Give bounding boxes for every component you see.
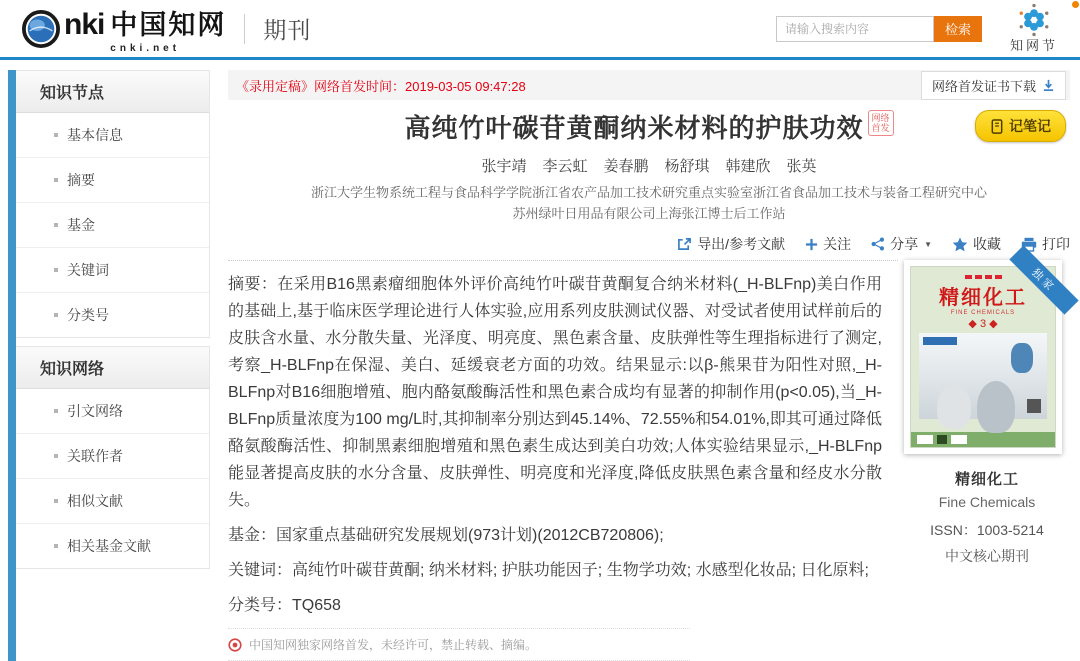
keywords-links[interactable]: 高纯竹叶碳苷黄酮; 纳米材料; 护肤功能因子; 生物学功效; 水感型化妆品; 日化原料;	[292, 562, 869, 579]
cover-title: 精细化工	[939, 285, 1027, 309]
share-button[interactable]	[871, 234, 932, 254]
exclusive-ribbon-label: 独家	[1009, 245, 1078, 314]
sidebar-item-label: 关键词	[67, 262, 109, 278]
sidebar-item-citation-network[interactable]	[16, 389, 209, 434]
export-reference-button[interactable]	[677, 234, 785, 254]
abstract-label: 摘要：	[228, 276, 278, 293]
sidebar-item-abstract[interactable]	[16, 158, 209, 203]
sidebar-section-knowledge-node	[16, 70, 210, 338]
bullet-icon	[54, 268, 58, 272]
sidebar-item-fund[interactable]	[16, 203, 209, 248]
sidebar-item-clc[interactable]	[16, 293, 209, 337]
bullet-icon	[54, 223, 58, 227]
affiliation-line1[interactable]: 浙江大学生物系统工程与食品科学学院浙江省农产品加工技术研究重点实验室浙江省食品加工技术与装备工程研究中心	[310, 185, 987, 200]
logo-chinese: 中国知网	[110, 10, 227, 41]
bullet-icon	[54, 313, 58, 317]
affiliations	[228, 182, 1070, 224]
sidebar-item-label: 引文网络	[67, 403, 123, 419]
download-icon	[1042, 79, 1055, 92]
pinwheel-icon	[1016, 3, 1052, 37]
sidebar-item-keywords[interactable]	[16, 248, 209, 293]
fund-link[interactable]: 国家重点基础研究发展规划(973计划)(2012CB720806);	[276, 527, 664, 544]
action-bar	[228, 232, 1070, 256]
author-link[interactable]: 杨舒琪	[664, 158, 710, 175]
cert-download-button[interactable]	[921, 71, 1066, 100]
author-link[interactable]: 张宇靖	[481, 158, 527, 175]
cnki-node-label: 知网节	[1009, 39, 1058, 54]
sidebar	[8, 70, 210, 661]
exclusive-mark-icon	[228, 638, 242, 652]
cert-download-label: 网络首发证书下载	[931, 78, 1036, 94]
chevron-down-icon: ▼	[924, 239, 932, 249]
follow-button[interactable]	[805, 234, 851, 254]
journal-name-link[interactable]: 精细化工	[954, 471, 1019, 488]
bullet-icon	[54, 544, 58, 548]
publish-time-text: 《录用定稿》网络首发时间：2019-03-05 09:47:28	[236, 78, 526, 94]
sidebar-section-title: 知识网络	[16, 347, 209, 389]
sidebar-item-label: 摘要	[67, 172, 95, 188]
author-link[interactable]: 姜春鹏	[603, 158, 649, 175]
cnki-node-link[interactable]	[1010, 3, 1058, 54]
sidebar-item-label: 相似文献	[67, 493, 123, 509]
globe-icon	[22, 10, 60, 48]
bullet-icon	[54, 133, 58, 137]
bullet-icon	[54, 499, 58, 503]
sidebar-item-related-fund-docs[interactable]	[16, 524, 209, 568]
sidebar-item-label: 基本信息	[67, 127, 123, 143]
take-note-button[interactable]	[975, 110, 1066, 142]
journal-core-badge: 中文核心期刊	[945, 548, 1029, 564]
cover-subtitle: FINE CHEMICALS	[950, 310, 1016, 316]
sidebar-item-similar-docs[interactable]	[16, 479, 209, 524]
bullet-icon	[54, 454, 58, 458]
cover-qr-code	[1027, 399, 1041, 413]
article-body	[228, 260, 898, 661]
sidebar-item-related-authors[interactable]	[16, 434, 209, 479]
portal-journal-link[interactable]: 期刊	[263, 17, 312, 43]
badge-line2: 首发	[871, 123, 890, 133]
clc-line	[228, 593, 882, 619]
journal-issn: ISSN：1003-5214	[930, 522, 1044, 538]
fund-line	[228, 523, 882, 549]
cover-figure	[977, 381, 1015, 433]
journal-column	[898, 260, 1070, 661]
abstract-paragraph	[228, 271, 882, 514]
header-divider	[244, 14, 245, 44]
cover-barcode-strip	[911, 432, 1055, 447]
cover-photo	[919, 333, 1047, 419]
online-first-badge	[868, 110, 894, 136]
take-note-label: 记笔记	[1009, 118, 1051, 134]
cover-photo-logo	[923, 337, 957, 345]
journal-cover[interactable]	[904, 260, 1062, 454]
author-list	[228, 155, 1070, 176]
star-icon	[952, 237, 968, 252]
top-header	[0, 0, 1080, 60]
search-button[interactable]: 检索	[934, 16, 982, 42]
sidebar-item-label: 分类号	[67, 307, 109, 323]
share-icon	[871, 237, 885, 251]
sidebar-item-label: 关联作者	[67, 448, 123, 464]
export-icon	[677, 237, 692, 251]
plus-icon	[805, 238, 818, 251]
export-reference-label: 导出/参考文献	[697, 236, 786, 252]
publish-bar	[228, 70, 1070, 100]
author-link[interactable]: 张英	[786, 158, 817, 175]
fund-label: 基金：	[228, 527, 277, 544]
journal-info	[904, 468, 1070, 566]
search-input[interactable]	[776, 16, 934, 42]
article-title: 高纯竹叶碳苷黄酮纳米材料的护肤功效	[404, 113, 864, 143]
sidebar-item-label: 相关基金文献	[67, 538, 151, 554]
sidebar-section-knowledge-network	[16, 346, 210, 569]
print-label: 打印	[1042, 236, 1070, 252]
favorite-label: 收藏	[973, 236, 1001, 252]
copyright-notice	[228, 628, 690, 661]
bullet-icon	[54, 409, 58, 413]
sidebar-item-label: 基金	[67, 217, 95, 233]
clc-value[interactable]: TQ658	[292, 597, 341, 614]
logo-domain: cnki.net	[110, 43, 181, 54]
notebook-icon	[990, 119, 1004, 134]
affiliation-line2[interactable]: 苏州绿叶日用品有限公司上海张江博士后工作站	[512, 206, 786, 221]
cnki-logo[interactable]	[22, 3, 226, 54]
author-link[interactable]: 韩建欣	[725, 158, 771, 175]
article-header	[228, 108, 1070, 224]
exclusive-ribbon	[1008, 260, 1062, 314]
keywords-line	[228, 558, 882, 584]
sidebar-section-title: 知识节点	[16, 71, 209, 113]
bullet-icon	[54, 178, 58, 182]
author-link[interactable]: 李云虹	[542, 158, 588, 175]
share-label: 分享	[890, 236, 919, 252]
keywords-label: 关键词：	[228, 562, 293, 579]
clc-label: 分类号：	[228, 597, 293, 614]
sidebar-item-basic-info[interactable]	[16, 113, 209, 158]
cover-issue: ◆ 3 ◆	[968, 318, 998, 330]
logo-orange-dot	[1072, 1, 1079, 8]
main-content	[228, 70, 1070, 661]
favorite-button[interactable]	[952, 234, 1001, 254]
abstract-text: 在采用B16黑素瘤细胞体外评价高纯竹叶碳苷黄酮复合纳米材料(_H-BLFnp)美白作用的基础上,基于临床医学理论进行人体实验,应用系列皮肤测试仪器、对受试者使用试样前后的皮肤含水量、水分散失量、光泽度、明亮度、黑色素含量、皮肤弹性等生理指标进行了测定,考察_H-BLFnp在保湿、美白、延缓衰老方面的功效。结果显示:以β-熊果苷为阳性对照,_H-BLFnp对B16细胞增殖、胞内酪氨酸酶活性和黑色素合成均有显著的抑制作用(p<0.05),当_H-BLFnp质量浓度为100 mg/L时,其抑制率分别达到45.14%、72.55%和54.01%,即其可通过降低酪氨酸酶活性、抑制黑素细胞增殖和黑色素生成达到美白功效;人体实验结果显示,_H-BLFnp能显著提高皮肤的水分含量、皮肤弹性、明亮度和光泽度,降低皮肤黑色素含量和经皮水分散失。	[228, 276, 882, 509]
cover-figure	[937, 385, 971, 429]
cover-figure	[1011, 343, 1033, 373]
follow-label: 关注	[823, 236, 852, 252]
badge-line1: 网络	[871, 113, 890, 123]
logo-latin: nki	[64, 8, 105, 41]
copyright-text: 中国知网独家网络首发，未经许可，禁止转载、摘编。	[249, 638, 538, 652]
journal-name-en: Fine Chemicals	[938, 494, 1036, 510]
